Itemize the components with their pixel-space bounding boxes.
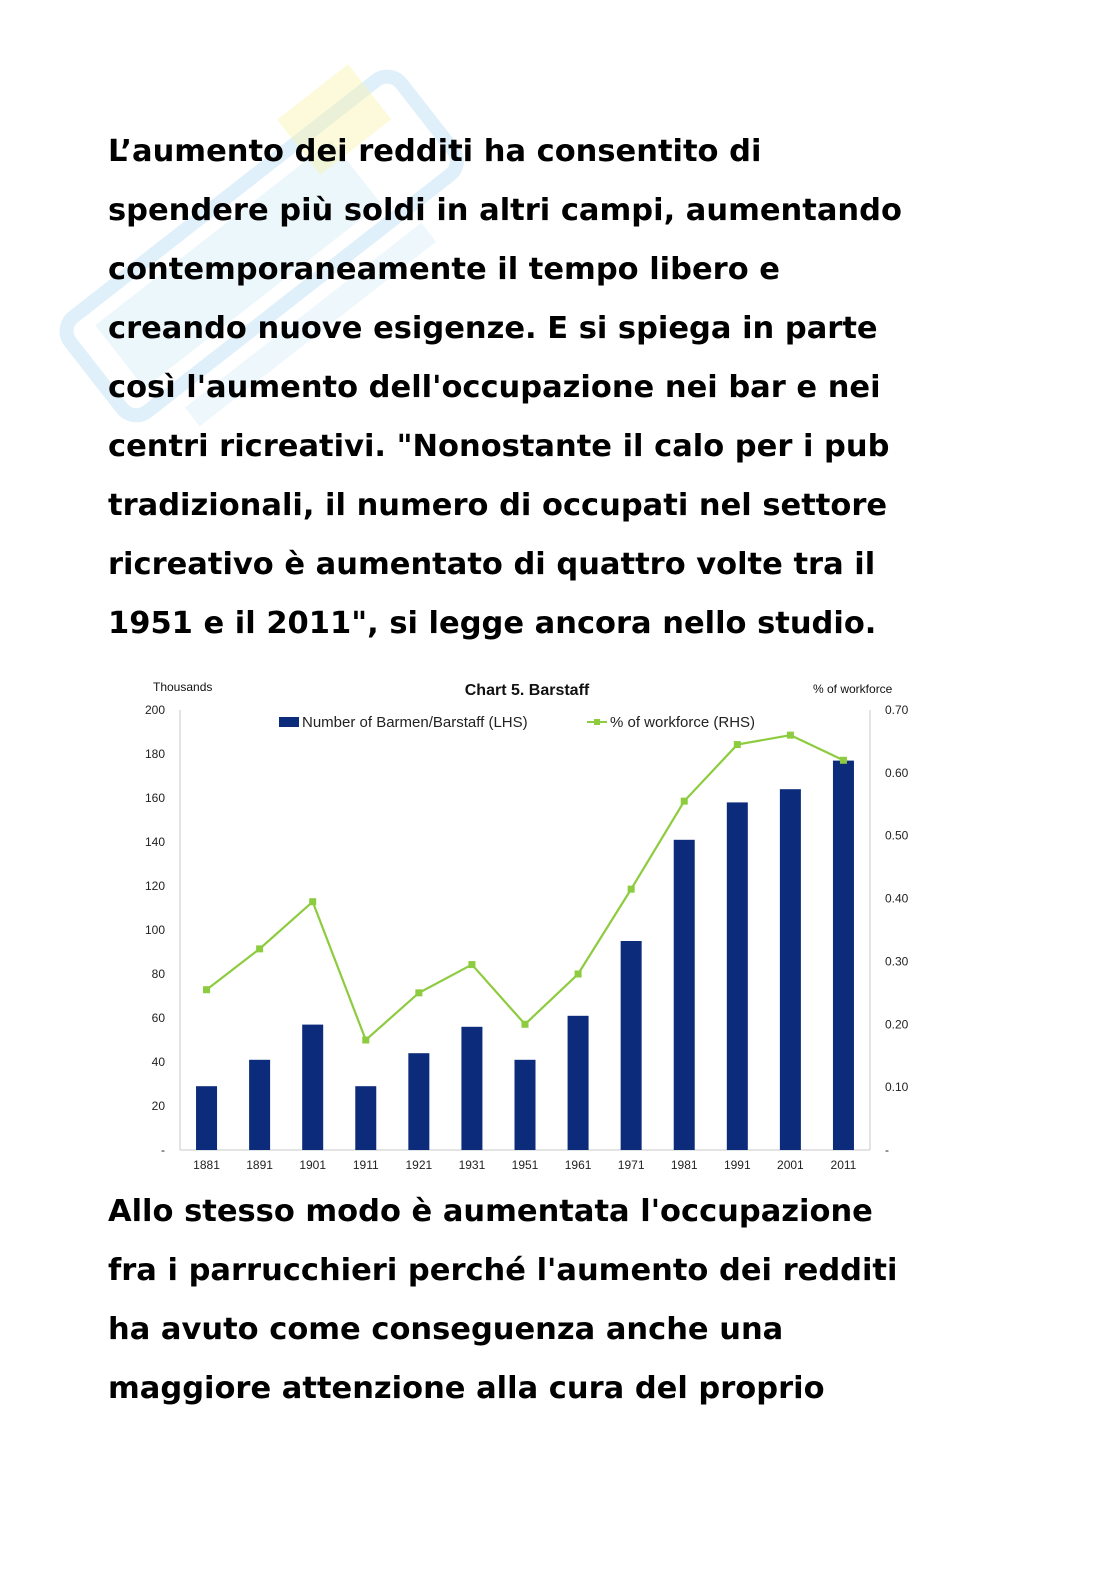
right-tick-label: 0.70 <box>885 703 909 717</box>
right-tick-label: 0.20 <box>885 1017 909 1032</box>
right-tick-label: - <box>885 1143 889 1157</box>
legend-bar-swatch <box>279 717 299 727</box>
right-tick-label: 0.40 <box>885 891 909 906</box>
x-tick-label: 1981 <box>670 1158 698 1170</box>
left-tick-label: 40 <box>151 1055 165 1069</box>
right-tick-label: 0.60 <box>885 765 909 780</box>
x-axis-ticks <box>193 1158 856 1170</box>
right-axis-ticks <box>885 703 909 1157</box>
line-point-1961 <box>575 971 582 978</box>
left-tick-label: 160 <box>144 791 165 805</box>
line-point-2011 <box>840 757 847 764</box>
legend-line-label: % of workforce (RHS) <box>610 714 756 731</box>
left-tick-label: 20 <box>151 1099 165 1113</box>
bar-1951 <box>515 1060 536 1150</box>
chart-title: Chart 5. Barstaff <box>464 682 590 699</box>
x-tick-label: 1951 <box>511 1158 539 1170</box>
paragraph-hairdressers: Allo stesso modo è aumentata l'occupazione fra i parrucchieri perché l'aumento dei redditi ha avuto come conseguenza anche una maggiore attenzione alla cura del proprio <box>108 1194 898 1406</box>
x-tick-label: 1901 <box>299 1158 327 1170</box>
right-tick-label: 0.10 <box>885 1080 909 1095</box>
line-point-1971 <box>628 886 635 893</box>
right-axis-title: % of workforce <box>813 682 893 696</box>
line-point-1991 <box>734 741 741 748</box>
bar-2011 <box>833 761 854 1150</box>
legend-line-marker <box>594 719 600 725</box>
left-tick-label: 120 <box>144 879 165 893</box>
x-tick-label: 1991 <box>723 1158 751 1170</box>
bar-1991 <box>727 802 748 1150</box>
x-tick-label: 1911 <box>352 1158 379 1170</box>
line-point-1931 <box>468 961 475 968</box>
left-tick-label: 200 <box>144 703 165 717</box>
line-point-1951 <box>522 1021 529 1028</box>
bar-1921 <box>408 1053 429 1150</box>
left-tick-label: 100 <box>144 923 165 937</box>
bar-1901 <box>302 1025 323 1150</box>
workforce-line <box>207 735 844 1040</box>
line-point-1901 <box>309 898 316 905</box>
x-tick-label: 1891 <box>246 1158 273 1170</box>
line-point-1921 <box>415 989 422 996</box>
line-point-1891 <box>256 945 263 952</box>
right-tick-label: 0.30 <box>885 954 909 969</box>
bar-1961 <box>568 1016 589 1150</box>
line-series <box>203 732 847 1044</box>
bar-1881 <box>196 1086 217 1150</box>
line-point-1911 <box>362 1037 369 1044</box>
line-point-1981 <box>681 798 688 805</box>
bar-1971 <box>621 941 642 1150</box>
right-tick-label: 0.50 <box>885 828 909 843</box>
bar-1981 <box>674 840 695 1150</box>
left-axis-ticks <box>145 703 165 1157</box>
left-tick-label: - <box>161 1143 165 1157</box>
x-tick-label: 2011 <box>830 1158 857 1170</box>
line-point-2001 <box>787 732 794 739</box>
x-tick-label: 1961 <box>564 1158 592 1170</box>
bar-1891 <box>249 1060 270 1150</box>
left-tick-label: 60 <box>151 1011 165 1025</box>
bar-1931 <box>461 1027 482 1150</box>
x-tick-label: 1931 <box>458 1158 486 1170</box>
left-tick-label: 80 <box>151 967 165 981</box>
left-tick-label: 140 <box>144 835 165 849</box>
legend-bar-label: Number of Barmen/Barstaff (LHS) <box>302 714 528 731</box>
paragraph-barstaff-intro: L’aumento dei redditi ha consentito di spendere più soldi in altri campi, aumentando contemporaneamente il tempo libero e creando nuove esigenze. E si spiega in parte così l'aumento dell'occupazione nei bar e nei centri ricreativi. "Nonostante il calo per i pub tradizionali, il numero di occupati nel settore ricreativo è aumentato di quattro volte tra il 1951 e il 2011", si legge ancora nello studio. <box>108 134 902 641</box>
x-tick-label: 1921 <box>405 1158 433 1170</box>
bar-series <box>196 761 854 1150</box>
bar-1911 <box>355 1086 376 1150</box>
line-point-1881 <box>203 986 210 993</box>
chart-legend <box>279 714 755 731</box>
x-tick-label: 1881 <box>193 1158 220 1170</box>
x-tick-label: 2001 <box>777 1158 804 1170</box>
barstaff-chart <box>135 670 925 1170</box>
x-tick-label: 1971 <box>617 1158 645 1170</box>
bar-2001 <box>780 789 801 1150</box>
left-axis-title: Thousands <box>153 680 213 694</box>
left-tick-label: 180 <box>144 747 165 761</box>
